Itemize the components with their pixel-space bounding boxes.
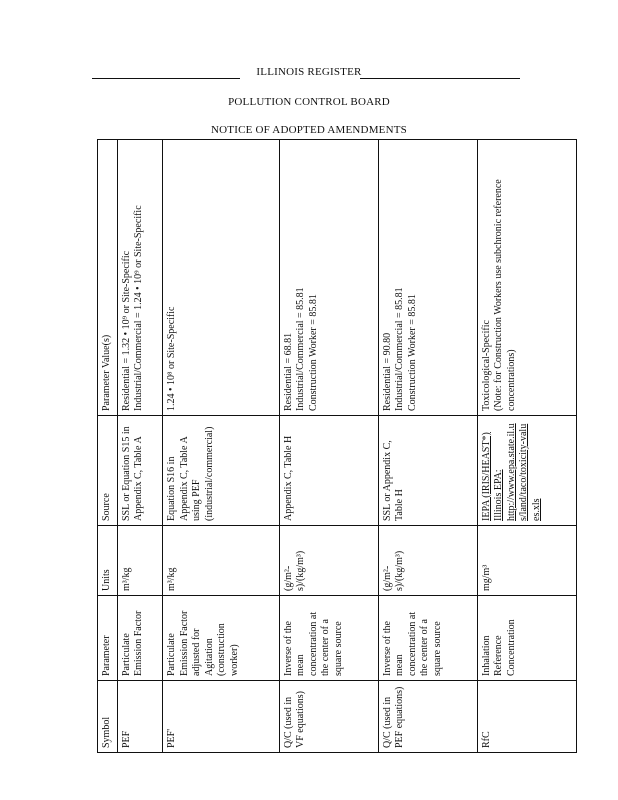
table-row (117, 140, 163, 753)
value-line: Construction Worker = 85.81 (307, 294, 319, 411)
table-row (378, 140, 477, 753)
table-row (279, 140, 378, 753)
cell-parameter: Particulate Emission Factor (117, 596, 163, 681)
board-title: POLLUTION CONTROL BOARD (228, 96, 390, 108)
value-line: Construction Worker = 85.81 (406, 294, 418, 411)
cell-value (117, 140, 163, 416)
cell-symbol: PEF' (163, 681, 280, 753)
table-header-row (98, 140, 118, 753)
header-rule-right (360, 78, 520, 79)
table-row (163, 140, 280, 753)
col-header-value: Parameter Value(s) (98, 140, 118, 416)
cell-source: Appendix C, Table H (279, 416, 378, 526)
source-url-link[interactable]: http://www.epa.state.il.us/land/taco/toxicity-values.xls (505, 423, 542, 521)
cell-units: m³/kg (163, 526, 280, 596)
cell-units: m³/kg (117, 526, 163, 596)
col-header-parameter: Parameter (98, 596, 118, 681)
value-line: Residential = 68.81 (282, 332, 294, 411)
value-line: Industrial/Commercial = 85.81 (295, 287, 307, 411)
cell-source: SSL or Equation S15 in Appendix C, Table A (117, 416, 163, 526)
table-row (477, 140, 576, 753)
cell-symbol: RfC (477, 681, 576, 753)
value-line: Residential = 1.32 • 10⁹ or Site-Specific (120, 250, 132, 411)
col-header-source: Source (98, 416, 118, 526)
source-line: Illinois EPA: (493, 469, 505, 521)
register-title: ILLINOIS REGISTER (256, 66, 362, 78)
value-line: Industrial/Commercial = 85.81 (394, 287, 406, 411)
value-line: 1.24 • 10⁸ or Site-Specific (166, 306, 178, 411)
col-header-units: Units (98, 526, 118, 596)
col-header-symbol: Symbol (98, 681, 118, 753)
cell-parameter: Inverse of the mean concentration at the center of a square source (279, 596, 378, 681)
parameter-table (97, 139, 577, 753)
cell-units: (g/m²-s)/(kg/m³) (378, 526, 477, 596)
cell-value (378, 140, 477, 416)
cell-units: mg/m³ (477, 526, 576, 596)
cell-parameter: Particulate Emission Factor adjusted for Agitation (construction worker) (163, 596, 280, 681)
header-rule-left (92, 78, 240, 79)
cell-symbol: Q/C (used in PEF equations) (378, 681, 477, 753)
value-line: (Note: for Construction Workers use subchronic reference concentrations) (493, 179, 517, 411)
cell-source (477, 416, 576, 526)
cell-parameter: Inverse of the mean concentration at the center of a square source (378, 596, 477, 681)
struck-source: IEPA (IRIS/HEAST*) (480, 432, 492, 521)
cell-source: SSL or Appendix C, Table H (378, 416, 477, 526)
cell-value (279, 140, 378, 416)
cell-source: Equation S16 in Appendix C, Table A using PEF (industrial/commercial) (163, 416, 280, 526)
cell-symbol: Q/C (used in VF equations) (279, 681, 378, 753)
cell-symbol: PEF (117, 681, 163, 753)
parameter-table-container (97, 140, 577, 753)
cell-value (163, 140, 280, 416)
value-line: Residential = 90.80 (381, 332, 393, 411)
cell-parameter: Inhalation Reference Concentration (477, 596, 576, 681)
cell-units: (g/m²-s)/(kg/m³) (279, 526, 378, 596)
cell-value (477, 140, 576, 416)
value-line: Toxicological-Specific (480, 320, 492, 411)
notice-title: NOTICE OF ADOPTED AMENDMENTS (211, 124, 407, 136)
value-line: Industrial/Commercial = 1.24 • 10⁹ or Site-Specific (133, 205, 144, 411)
